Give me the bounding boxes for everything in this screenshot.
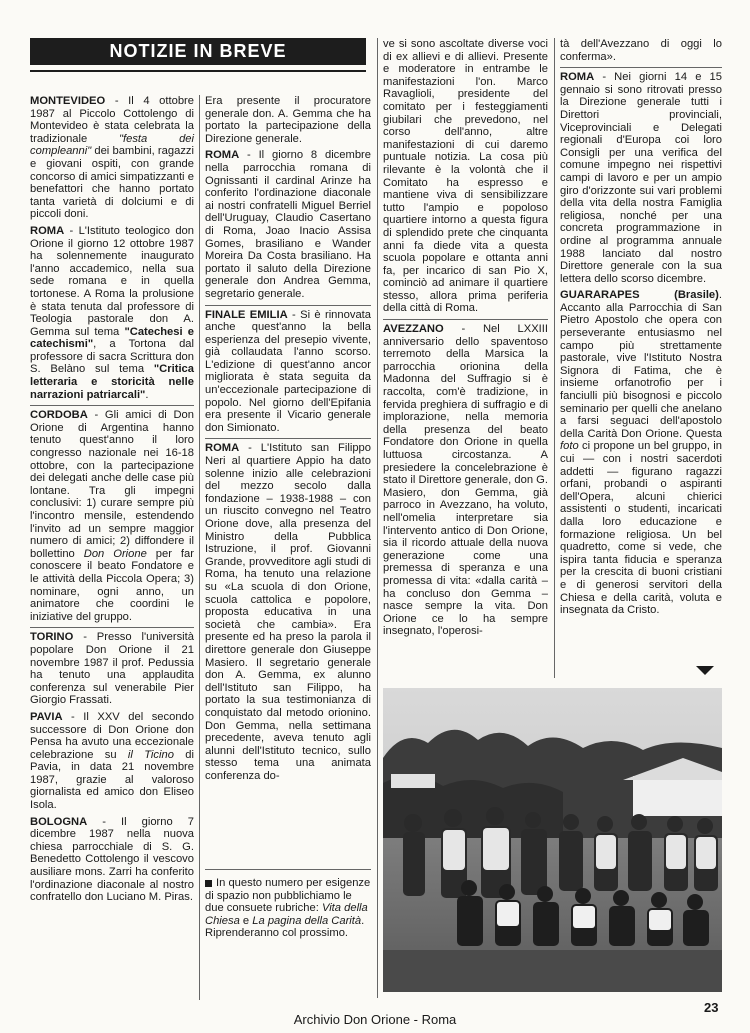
news-roma-1 [30, 225, 194, 401]
news-finale-emilia [205, 309, 371, 435]
news-text: - Si è rinnovata anche quest'anno la bella esperienza del presepio vivente, già collaudata l'anno scorso. L'edizione di quest'anno ancor migliorata è stata seguita da un'eccezionale partecipazione di popolo. Nel giorno dell'Epifania era presente il Vicario generale don Simionato. [205, 308, 371, 434]
news-text: ve si sono ascoltate diverse voci di ex allievi e di allievi. Presente e moderatore in entrambe le manifestazioni l'on. Marco Ravaglioli, presidente del comitato per i festeggiamenti giubilari che prevedono, nel corso dell'anno, altre manifestazioni di cui daremo puntuale notizia. La cosa più rilevante è la volontà che il Comitato ha espresso e mantiene viva di sensibilizzare tutto l'ampio e popoloso quartiere intorno a questa figura di splendido prete che cinquanta anni fa diede vita a questa scuola popolare e ottanta anni fa, per incarico di san Pio X, cominciò ad animare il quartiere stesso, allora prima periferia della città di Roma. [383, 38, 548, 315]
news-cordoba [30, 409, 194, 623]
column-1 [30, 95, 194, 908]
news-guararapes [560, 289, 722, 616]
news-em: il Ticino [127, 748, 174, 761]
column-3 [383, 38, 548, 642]
news-head: CORDOBA [30, 409, 88, 422]
continue-arrow-icon [696, 666, 714, 675]
news-text: - L'Istituto teologico don Orione il giorno 12 ottobre 1987 ha solennemente inaugurato l'anno accademico, nella sua sede romana e in quella tortonese. A Roma la prolusione è stata tenuta dal professore di Teologia pastorale don A. Gemma sul tema [30, 224, 194, 338]
note-divider [205, 869, 371, 870]
news-em: Don Orione [83, 547, 147, 560]
news-text: - Il XXV del secondo successore di Don Orione don Pensa ha avuto una eccezionale celebrazione su [30, 710, 194, 761]
news-continued [205, 95, 371, 145]
note-em: Vita della Chiesa [205, 902, 368, 927]
news-bold: "Critica letteraria e storicità nelle narrazioni patriarcali" [30, 363, 194, 401]
news-text: ci propone un bel gruppo, in cui — con i nostri sacerdoti addetti — figurano ragazzi orfani, probandi o aspiranti dell'Opera, alcuni chierici assistenti o studenti, incaricati dalla loro educazione e formazione religiosa. Un bel quadretto, come si vede, che ispira tanta fiducia e speranza per la crescita di buoni cristiani e di generosi servitori della Chiesa e della carità, voluta e insegnata da Cristo. [560, 440, 722, 617]
news-text: tà dell'Avezzano di oggi lo conferma». [560, 38, 722, 63]
column-4 [560, 38, 722, 621]
column-2 [205, 95, 371, 786]
page-number: 23 [704, 1000, 719, 1015]
column-divider [199, 95, 200, 1000]
news-roma-4 [560, 71, 722, 285]
news-text: dei bambini, ragazzi e giovani ospiti, con grande concorso di amici simpatizzanti e benefattori che hanno portato tanta varietà di dolciumi e di piccoli doni. [30, 145, 194, 221]
news-text: di Pavia, in data 21 novembre 1987, grazie al valoroso giornalista ed amico don Eliseo Isola. [30, 748, 194, 812]
banner-rule [30, 70, 366, 72]
entry-divider [205, 305, 371, 306]
bullet-square-icon [205, 880, 212, 887]
news-head: MONTEVIDEO [30, 95, 106, 107]
news-head: ROMA [205, 149, 240, 162]
entry-divider [383, 319, 548, 320]
news-text: - Il giorno 7 dicembre 1987 nella nuova chiesa parrocchiale di S. G. Benedetto Cottolengo il vescovo ausiliare mons. Zarri ha conferito l'ordinazione diaconale al nostro confratello don Luciano M. Piras. [30, 815, 194, 904]
note-text: e [239, 914, 253, 927]
group-photo-image [383, 688, 722, 992]
news-em: "festa dei compleanni" [30, 132, 194, 158]
news-text: - Il 4 ottobre 1987 al Piccolo Cottolengo di Montevideo è stata celebrata la tradizionale [30, 95, 194, 145]
entry-divider [30, 627, 194, 628]
news-head: PAVIA [30, 710, 63, 723]
entry-divider [205, 438, 371, 439]
news-text: - L'Istituto san Filippo Neri al quartiere Appio ha dato solenne inizio alle celebrazioni del mezzo secolo dalla fondazione – 1938-1988 – con un riuscito convegno nel Teatro Orione dove, alla presenza del Ministro della Pubblica Istruzione, il prof. Giovanni Grande, provveditore agli studi di Roma, ha tenuto una relazione su «La scuola di don Orione, scuola cattolica e popolore, proposta educativa in una società che cambia». Era presente ed ha preso la parola il direttore generale don Giuseppe Masiero. Il segretario generale don A. Gemma, ex alunno dell'Istituto san Filippo, ha portato la sua testimonianza di conquistato dal metodo orionino. Don Gemma, nella settimana precedente, aveva tenuto agli alunni dell'Istituto tecnico, sullo stesso tema una animata conferenza do- [205, 442, 371, 782]
archive-footer: Archivio Don Orione - Roma [293, 1012, 457, 1027]
news-bold: "Catechesi e catechismi" [30, 325, 194, 351]
news-bologna [30, 816, 194, 904]
news-roma-3 [205, 442, 371, 782]
section-title: NOTIZIE IN BREVE [109, 41, 287, 61]
news-text: - Presso l'università popolare Don Orione il 21 novembre 1987 il prof. Pedussia ha tenuto una applaudita conferenza sul venerabile Pier Giorgio Frassati. [30, 631, 194, 707]
news-head: ROMA [560, 71, 595, 84]
news-text: - Nei giorni 14 e 15 gennaio si sono ritrovati presso la Direzione generale tutti i Direttori provinciali, Viceprovinciali e Delegati regionali d'Europa coi loro Consigli per una verifica del comune impegno nei rispettivi campi di lavoro e per un ampio giro d'orizzonte sui vari problemi della vita della nostra Famiglia religiosa, nonché per una concreta programmazione in ordine al programma annuale 1988 lanciato dal nostro Direttore generale con la sua lettera dello scorso dicembre. [560, 71, 722, 285]
news-head: AVEZZANO [383, 323, 444, 336]
news-text: per far conoscere il beato Fondatore e le attività della Piccola Opera; 3) nominare, ogni anno, un animatore che coordini le iniziative del gruppo. [30, 547, 194, 623]
group-photo [383, 688, 722, 992]
news-text: - Il giorno 8 dicembre nella parrocchia romana di Ognissanti il cardinal Arinze ha conferito l'ordinazione diaconale ai nostri confratelli Miguel Berriel dell'Uruguay, Claudio Casertano di Roma, Joao Inacio Assisa Gomes, brasiliano e Wander Moreira Da Costa brasiliano. Ha portato il saluto della Direzione generale don Andrea Gemma, segretario generale. [205, 149, 371, 300]
section-banner [30, 38, 366, 65]
news-head: BOLOGNA [30, 815, 88, 828]
column-divider [377, 38, 378, 998]
entry-divider [30, 405, 194, 406]
news-text: , a Tortona dal professore di sacra Scrittura don S. Belàno sul tema [30, 338, 194, 376]
news-text: - Gli amici di Don Orione di Argentina hanno tenuto quest'anno il loro congresso nazionale nei 16-18 ottobre, con la partecipazione dei delegati anche delle case più lontane. Tra gli impegni conclusivi: 1) curare sempre più l'incontro mensile, estendendo l'invito ad un sempre maggior numero di amici; 2) diffondere il bollettino [30, 409, 194, 560]
news-text: . Accanto alla Parrocchia di San Pietro Apostolo che opera con perseverante entusiasmo nel campo più strettamente pastorale, vive l'Istituto Nostra Signora di Fatima, che è insieme orfanotrofio per i fanciulli più bisognosi e piccolo seminario per quelli che anelano a farsi seguaci dell'apostolo della Carità Don Orione. Questa [560, 289, 722, 440]
news-torino [30, 631, 194, 707]
note-text: . Riprenderanno col prossimo. [205, 914, 365, 940]
editorial-note [205, 877, 371, 940]
news-head: FINALE EMILIA [205, 308, 288, 321]
news-text: Era presente il procuratore generale don. A. Gemma che ha portato la partecipazione della Direzione generale. [205, 95, 371, 145]
news-head: ROMA [30, 224, 65, 237]
news-continued [383, 38, 548, 315]
news-montevideo [30, 95, 194, 221]
note-em: La pagina della Carità [252, 914, 362, 927]
news-text: . [145, 388, 149, 401]
news-text: - Nel LXXIII anniversario dello spaventoso terremoto della Marsica la parrocchia orionina della Madonna del Suffragio si è raccolta, com'è tradizione, in fervida preghiera di suffragio e di implorazione, nella memoria della presenza del beato Fondatore don Orione in quella luttuosa circostanza. A presiedere la concelebrazione è stato il Direttore generale, don G. Masiero, don Gemma, già parroco in Avezzano, ha voluto, nell'omelia interpretare sia l'intervento antico di Don Orione, sia il ricordo attuale della nuova generazione come una premessa di speranza e una promessa di vita: «dalla carità – ha concluso don Gemma – nasce sempre la vita. Don Orione ce lo ha sempre insegnato, l'operosi- [383, 323, 548, 638]
news-avezzano [383, 323, 548, 638]
news-pavia [30, 711, 194, 812]
news-head: GUARARAPES (Brasile) [560, 289, 719, 302]
news-roma-2 [205, 149, 371, 300]
news-head: TORINO [30, 631, 74, 644]
news-head: ROMA [205, 442, 240, 455]
news-em: foto [560, 440, 579, 453]
news-continued [560, 38, 722, 63]
entry-divider [560, 67, 722, 68]
column-divider [554, 38, 555, 678]
note-text: In questo numero per esigenze di spazio non pubblichiamo le due consuete rubriche: [205, 877, 371, 915]
